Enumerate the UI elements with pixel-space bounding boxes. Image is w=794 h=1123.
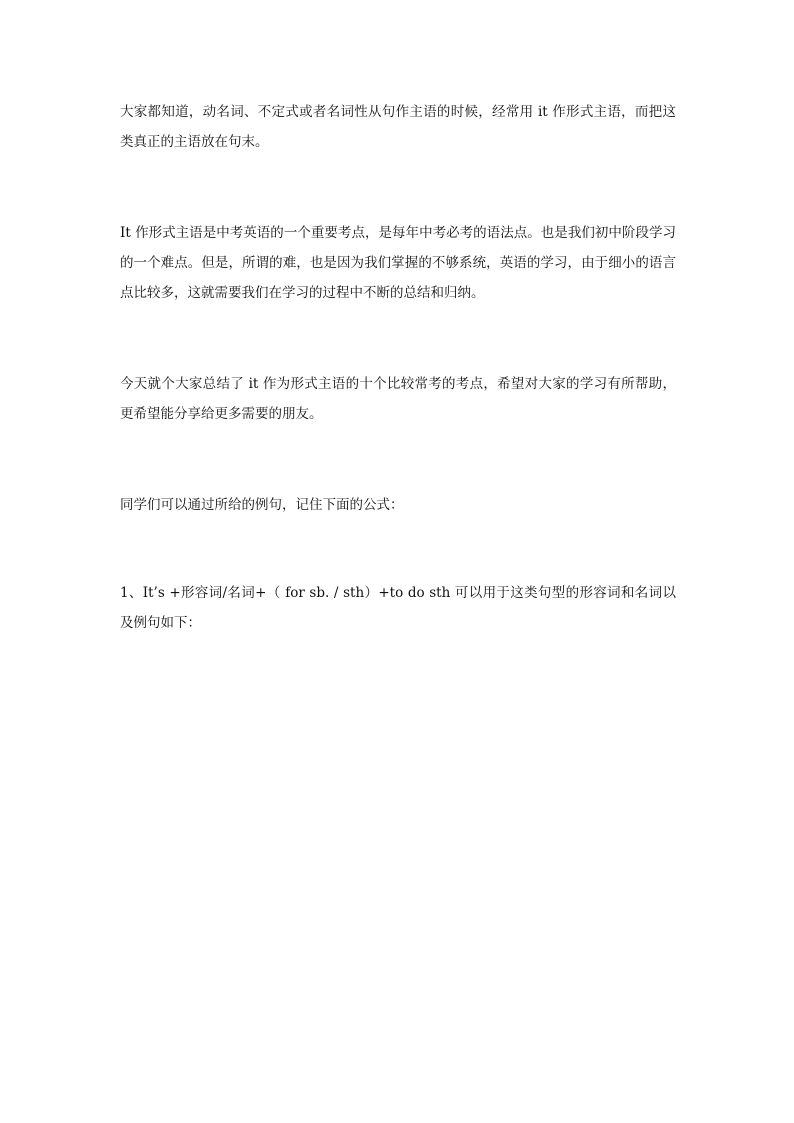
intro-paragraph: 大家都知道，动名词、不定式或者名词性从句作主语的时候，经常用 it 作形式主语，而把这类真正的主语放在句末。: [120, 104, 676, 150]
importance-paragraph: It 作形式主语是中考英语的一个重要考点，是每年中考必考的语法点。也是我们初中阶段学习的一个难点。但是，所谓的难，也是因为我们掌握的不够系统，英语的学习，由于细小的语言点比较多，这就需要我们在学习的过程中不断的总结和归纳。: [120, 225, 676, 301]
summary-paragraph: 今天就个大家总结了 it 作为形式主语的十个比较常考的考点，希望对大家的学习有所帮助，更希望能分享给更多需要的朋友。: [120, 376, 676, 422]
formula-one-paragraph: 1、It’s +形容词/名词+（ for sb. / sth）+to do sth 可以用于这类句型的形容词和名词以及例句如下：: [120, 585, 676, 631]
instruction-paragraph: 同学们可以通过所给的例句，记住下面的公式：: [120, 497, 404, 513]
